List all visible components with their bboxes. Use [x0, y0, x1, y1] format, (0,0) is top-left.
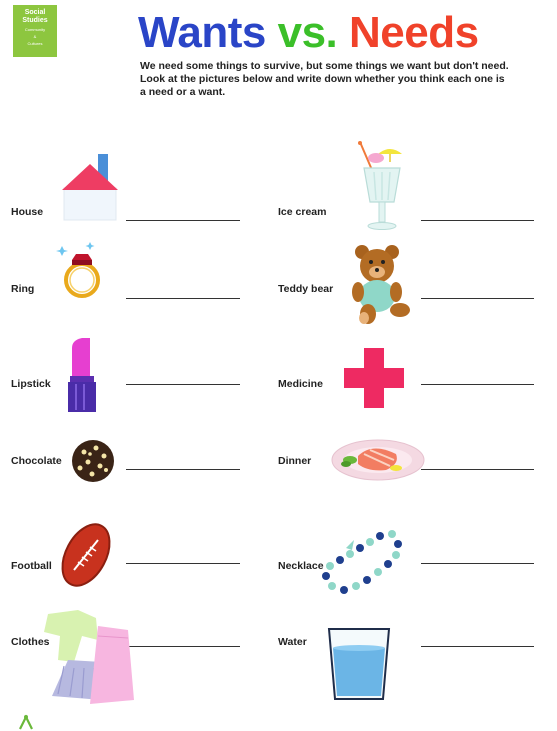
label-chocolate: Chocolate	[11, 455, 62, 467]
badge-line-3: Community	[24, 27, 46, 32]
label-ice-cream: Ice cream	[278, 206, 327, 218]
chocolate-icon	[70, 438, 116, 484]
medicine-cross-icon	[342, 346, 406, 410]
title-vs: vs.	[277, 8, 338, 57]
label-necklace: Necklace	[278, 560, 324, 572]
answer-line-football[interactable]	[126, 563, 240, 564]
dinner-plate-icon	[330, 434, 426, 484]
label-house: House	[11, 206, 44, 218]
badge-line-4: &	[33, 34, 37, 39]
badge-line-5: Cultures	[27, 41, 43, 46]
page-title	[138, 8, 479, 58]
necklace-icon	[318, 524, 408, 598]
label-clothes: Clothes	[11, 636, 50, 648]
ring-icon	[56, 240, 108, 302]
label-football: Football	[11, 560, 52, 572]
answer-line-necklace[interactable]	[421, 563, 534, 564]
house-icon	[60, 152, 120, 222]
instructions: We need some things to survive, but some things we want but don't need. Look at the pictures below and write down whether you think each one is a need or a want.	[140, 60, 509, 98]
badge-line-1: Social	[24, 9, 46, 16]
label-dinner: Dinner	[278, 455, 312, 467]
answer-line-lipstick[interactable]	[126, 384, 240, 385]
teddy-bear-icon	[346, 242, 416, 326]
answer-line-clothes[interactable]	[126, 646, 240, 647]
answer-line-ring[interactable]	[126, 298, 240, 299]
answer-line-water[interactable]	[421, 646, 534, 647]
title-wants: Wants	[138, 8, 266, 57]
lipstick-icon	[64, 336, 100, 414]
answer-line-dinner[interactable]	[421, 469, 534, 470]
subject-badge	[13, 5, 57, 57]
answer-line-teddy-bear[interactable]	[421, 298, 534, 299]
clothes-icon	[38, 610, 142, 706]
football-icon	[56, 520, 116, 590]
answer-line-ice-cream[interactable]	[421, 220, 534, 221]
label-teddy-bear: Teddy bear	[278, 283, 334, 295]
answer-line-medicine[interactable]	[421, 384, 534, 385]
label-ring: Ring	[11, 283, 35, 295]
label-water: Water	[278, 636, 307, 648]
answer-line-chocolate[interactable]	[126, 469, 240, 470]
label-lipstick: Lipstick	[11, 378, 51, 390]
badge-line-2: Studies	[22, 17, 48, 24]
ice-cream-icon	[350, 140, 412, 232]
label-medicine: Medicine	[278, 378, 323, 390]
answer-line-house[interactable]	[126, 220, 240, 221]
title-needs: Needs	[349, 8, 479, 57]
water-glass-icon	[326, 626, 392, 702]
logo-icon	[16, 713, 36, 731]
